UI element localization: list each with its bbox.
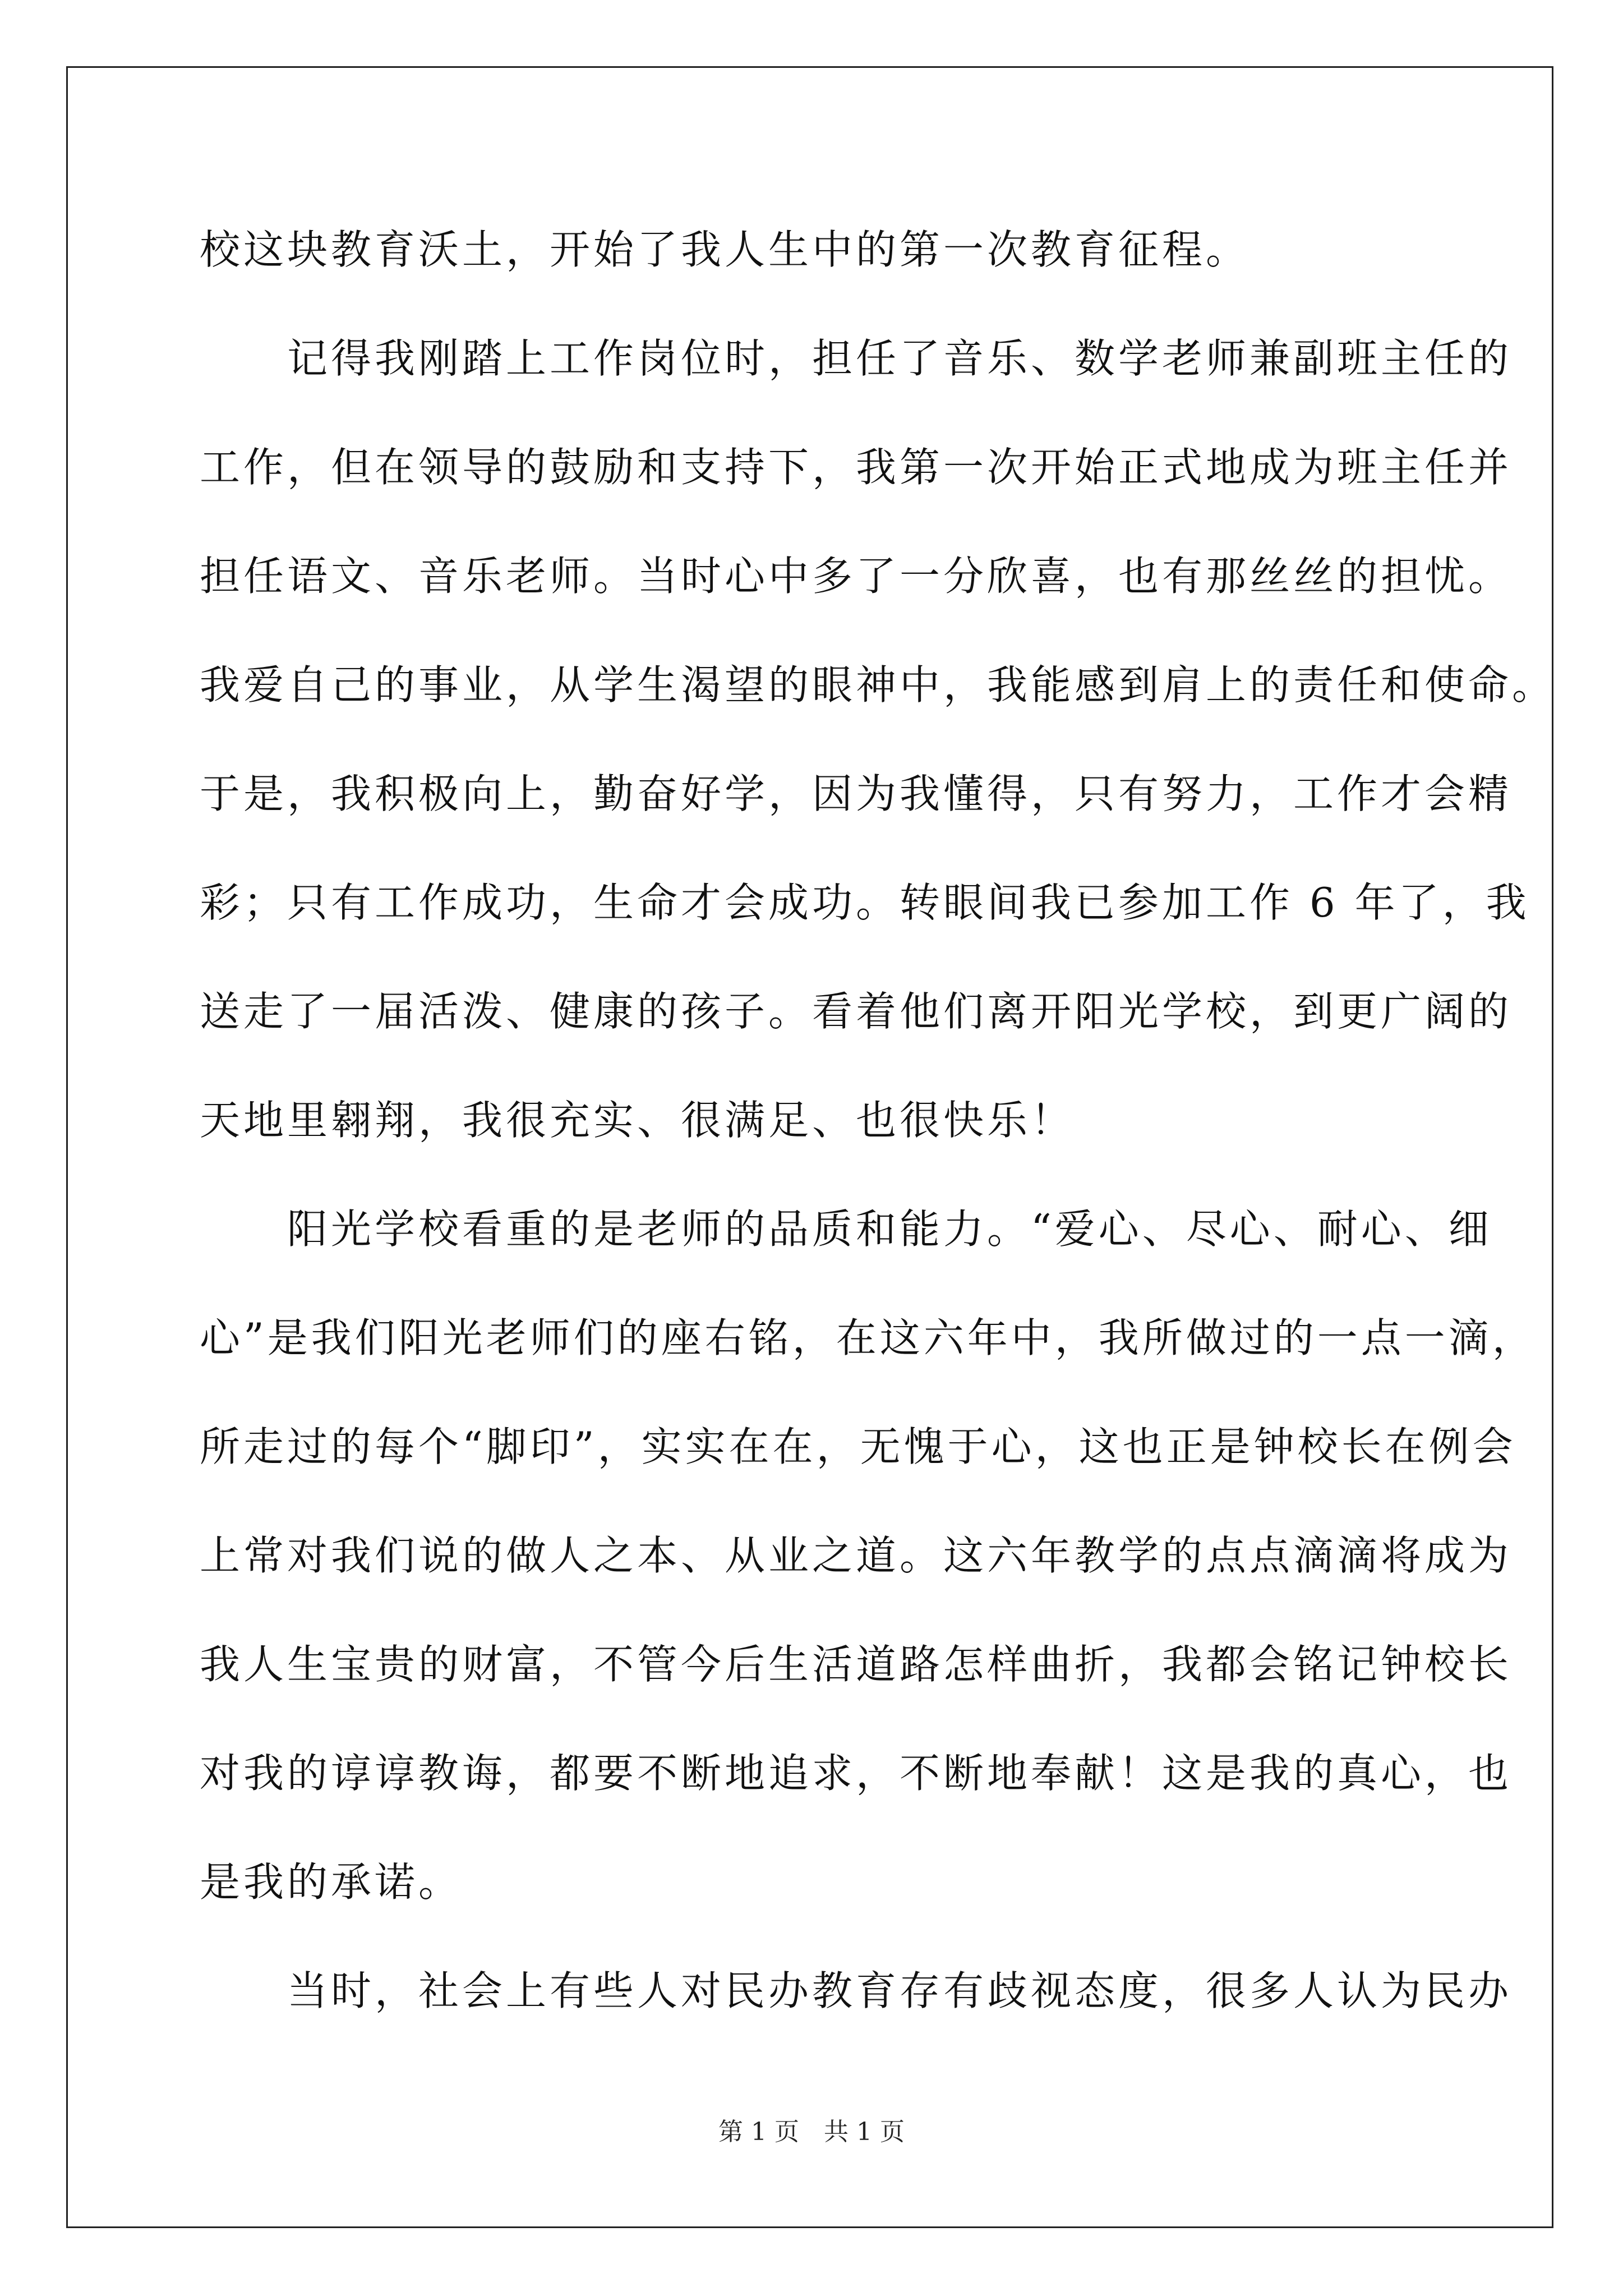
text-line: 阳光学校看重的是老师的品质和能力。“爱心、尽心、耐心、细 <box>200 1205 1492 1253</box>
text-line: 当时，社会上有些人对民办教育存有歧视态度，很多人认为民办 <box>200 1967 1513 2014</box>
text-line: 我爱自己的事业，从学生渴望的眼神中，我能感到肩上的责任和使命。 <box>200 661 1556 708</box>
text-line: 担任语文、音乐老师。当时心中多了一分欣喜，也有那丝丝的担忧。 <box>200 553 1513 600</box>
text-line: 工作，但在领导的鼓励和支持下，我第一次开始正式地成为班主任并 <box>200 444 1513 491</box>
text-line: 上常对我们说的做人之本、从业之道。这六年教学的点点滴滴将成为 <box>200 1532 1513 1579</box>
page-number: 第 1 页 共 1 页 <box>718 2118 905 2146</box>
text-line: 对我的谆谆教诲，都要不断地追求，不断地奉献！这是我的真心，也 <box>200 1750 1513 1797</box>
text-line: 彩；只有工作成功，生命才会成功。转眼间我已参加工作 6 年了，我 <box>200 879 1530 926</box>
text-line: 是我的承诺。 <box>200 1858 463 1906</box>
text-line: 记得我刚踏上工作岗位时，担任了音乐、数学老师兼副班主任的 <box>200 335 1513 382</box>
text-line: 送走了一届活泼、健康的孩子。看着他们离开阳光学校，到更广阔的 <box>200 988 1513 1035</box>
text-line: 天地里翱翔，我很充实、很满足、也很快乐！ <box>200 1097 1075 1144</box>
text-line: 心”是我们阳光老师们的座右铭，在这六年中，我所做过的一点一滴， <box>200 1314 1536 1361</box>
text-line: 我人生宝贵的财富，不管今后生活道路怎样曲折，我都会铭记钟校长 <box>200 1641 1513 1688</box>
text-line: 于是，我积极向上，勤奋好学，因为我懂得，只有努力，工作才会精 <box>200 770 1513 817</box>
text-line: 所走过的每个“脚印”，实实在在，无愧于心，这也正是钟校长在例会 <box>200 1423 1516 1470</box>
text-line: 校这块教育沃土，开始了我人生中的第一次教育征程。 <box>200 226 1250 273</box>
